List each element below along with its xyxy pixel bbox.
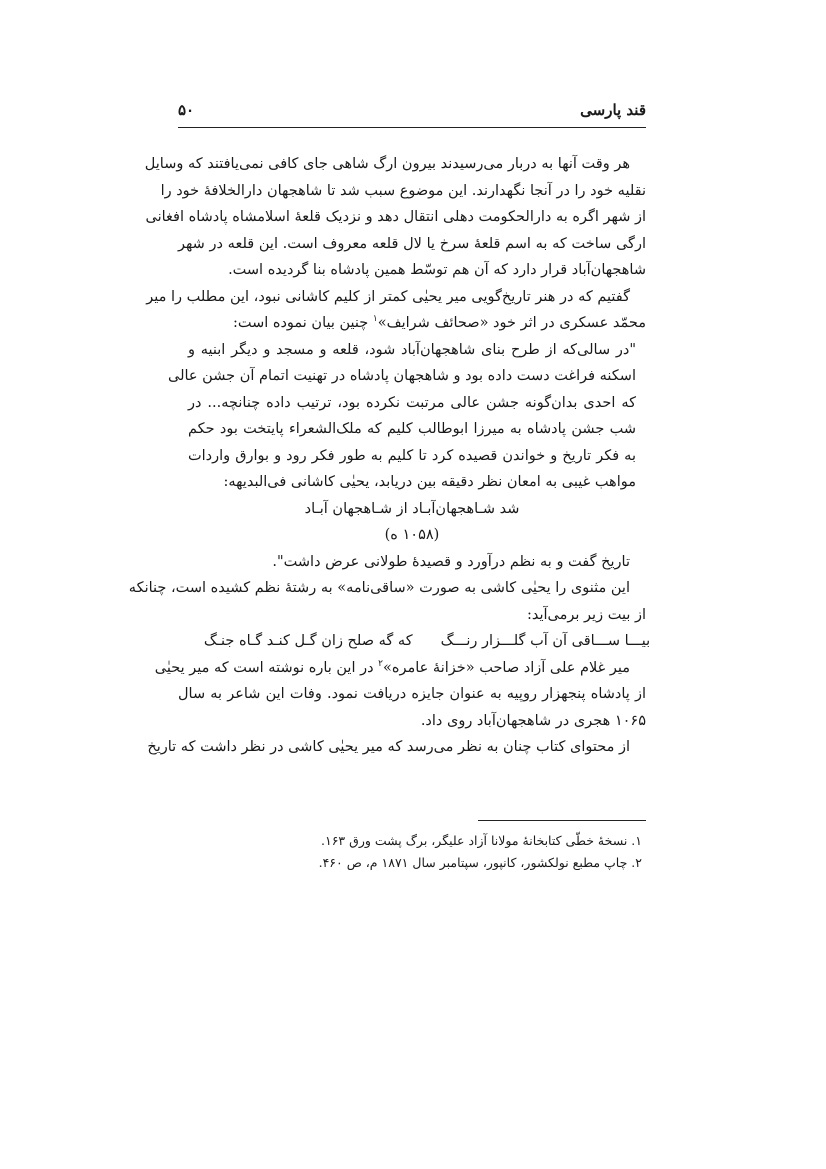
page-number: ۵۰ (178, 101, 195, 119)
footnotes (178, 830, 646, 874)
text-line: ۱۰۶۵ هجری در شاهجهان‌آباد روی داد. (420, 712, 646, 729)
footnote-1: ۱. نسخهٔ خطّی کتابخانهٔ مولانا آزاد علیگر، برگ پشت ورق ۱۶۳. (321, 833, 642, 848)
quote-line: که احدی بدان‌گونه جشن عالی مرتبت نکرده بود، ترتیب داده چنانچه... در (188, 394, 636, 411)
text-line: ارگی ساخت که به اسم قلعهٔ سرخ یا لال قلعه معروف است. این قلعه در شهر (178, 235, 646, 252)
hemistich-first: بیـــا ســـاقی آن آب گلـــزار رنـــگ (440, 633, 651, 649)
text-span: در این باره نوشته است که میر یحیٰی (154, 659, 379, 676)
text-line: هر وقت آنها به دربار می‌رسیدند بیرون ارگ شاهی جای کافی نمی‌یافتند که وسایل (144, 156, 630, 172)
footnote-divider (478, 820, 646, 821)
quote-line: به فکر تاریخ و خواندن قصیده کرد تا کلیم به طور فکر رود و بوارق واردات (188, 447, 636, 464)
footnote-marker: ۱ (372, 314, 378, 325)
book-title: قند پارسی (580, 101, 646, 119)
quote-line: شب جشن پادشاه به میرزا ابوطالب کلیم که ملک‌الشعراء پایتخت بود حکم (188, 421, 636, 437)
text-span: میر غلام علی آزاد صاحب «خزانهٔ عامره» (383, 659, 630, 676)
paragraph-5 (154, 655, 646, 735)
text-line (178, 310, 646, 337)
text-line: از پادشاه پنجهزار روپیه به عنوان جایزه دریافت نمود. وفات این شاعر به سال (178, 686, 646, 702)
date-line: (۱۰۵۸ ه) (384, 527, 440, 543)
running-header (178, 101, 646, 125)
quote-line: مواهب غیبی به امعان نظر دقیقه بین دریابد، یحیٰی کاشانی فی‌البدیهه: (223, 474, 636, 490)
footnote-2: ۲. چاپ مطبع نولکشور، کانپور، سپتامبر سال ۱۸۷۱ م، ص ۴۶۰. (318, 855, 642, 870)
text-span: چنین بیان نموده است: (232, 315, 373, 331)
hemistich-second: که گه صلح زان گـل کنـد گـاه جنـگ (203, 633, 413, 649)
quotation-block (167, 337, 646, 549)
text-line: این مثنوی را یحیٰی کاشی به صورت «ساقی‌نامه» به رشتهٔ نظم کشیده است، چنانکه (128, 580, 630, 596)
text-line (154, 655, 646, 682)
quote-line: اسکنه فراغت دست داده بود و شاهجهان پادشاه در تهنیت اتمام آن جشن عالی (167, 368, 636, 384)
text-span: محمّد عسکری در اثر خود «صحائف شرایف» (377, 315, 646, 331)
text-line: نقلیه خود را در آنجا نگهدارند. این موضوع سبب شد تا شاهجهان دارالخلافهٔ خود را (160, 182, 646, 199)
paragraph-4 (128, 575, 646, 628)
paragraph-1 (144, 151, 646, 284)
paragraph-6: از محتوای کتاب چنان به نظر می‌رسد که میر یحیٰی کاشی در نظر داشت که تاریخ (147, 739, 630, 755)
main-text (128, 151, 651, 761)
text-line: از بیت زیر برمی‌آید: (527, 606, 646, 623)
quote-line: "در سالی‌که از طرح بنای شاهجهان‌آباد شود، قلعه و مسجد و دیگر ابنیه و (188, 341, 636, 358)
text-line: شاهجهان‌آباد قرار دارد که آن هم توسّط همین پادشاه بنا گردیده است. (228, 262, 646, 278)
verse-line: شد شـاهجهان‌آبـاد از شـاهجهان آبـاد (304, 500, 520, 517)
header-divider (178, 127, 646, 128)
text-line: گفتیم که در هنر تاریخ‌گویی میر یحیٰی کمتر از کلیم کاشانی نبود، این مطلب را میر (146, 288, 630, 305)
text-line: از شهر اگره به دارالحکومت دهلی انتقال دهد و نزدیک قلعهٔ اسلامشاه پادشاه افغانی (145, 209, 646, 225)
paragraph-2 (146, 284, 646, 337)
paragraph-3: تاریخ گفت و به نظم درآورد و قصیدهٔ طولانی عرض داشت". (272, 553, 630, 570)
couplet (178, 628, 651, 655)
footnote-marker: ۲ (378, 658, 384, 669)
